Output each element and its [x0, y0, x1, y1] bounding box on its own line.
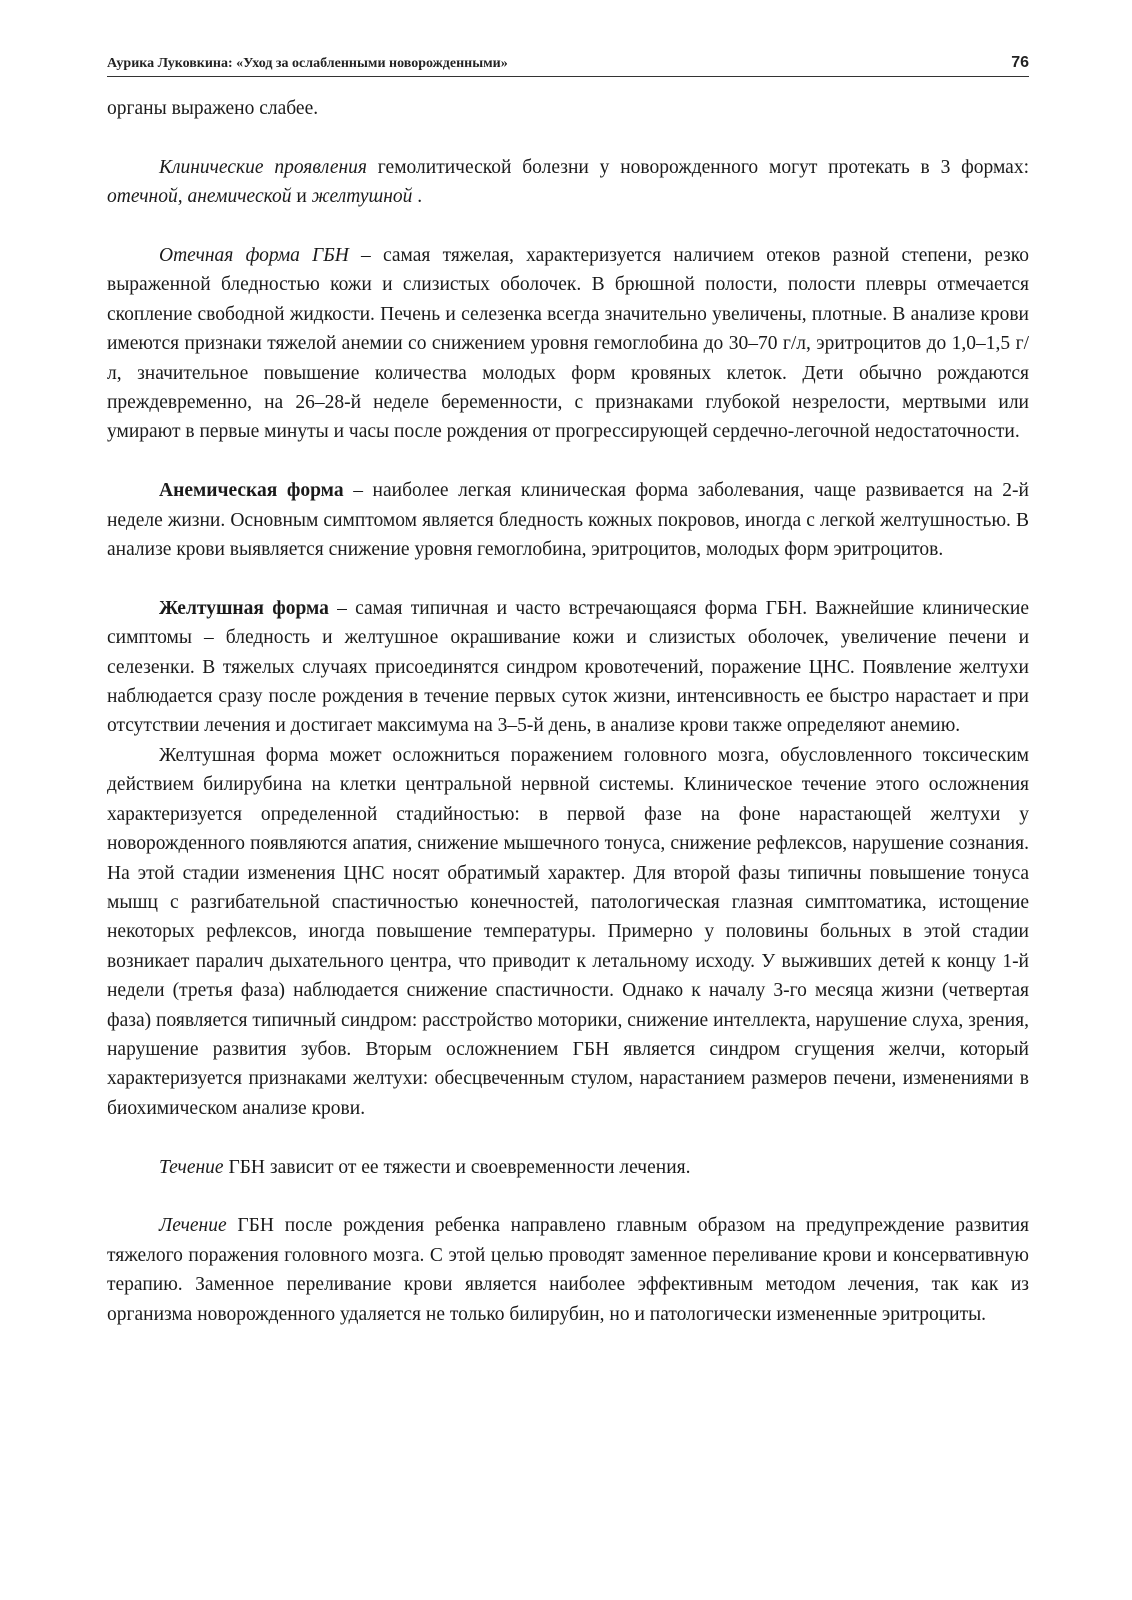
paragraph-text: ГБН после рождения ребенка направлено главным образом на предупреждение развития тяжелого поражения головного мозга. С этой целью проводят заменное переливание крови и консервативную терапию. Заменное переливание крови является наиболее эффективным методом лечения, так как из организма новорожденного удаляется не только билирубин, но и патологически измененные эритроциты.: [107, 1215, 1029, 1325]
page-body: [107, 94, 1029, 1329]
italic-term: желтушной: [311, 186, 413, 208]
paragraph-icteric-form: [107, 594, 1029, 741]
paragraph-text: .: [412, 186, 423, 208]
paragraph-text: – наиболее легкая клиническая форма заболевания, чаще развивается на 2-й неделе жизни. Основным симптомом является бледность кожных покровов, иногда с легкой желтушностью. В анализе крови выявляется снижение уровня гемоглобина, эритроцитов, молодых форм эритроцитов.: [107, 480, 1029, 561]
paragraph-treatment: [107, 1211, 1029, 1329]
paragraph-course: [107, 1153, 1029, 1182]
paragraph-text: – самая типичная и часто встречающаяся форма ГБН. Важнейшие клинические симптомы – бледность и желтушное окрашивание кожи и слизистых оболочек, увеличение печени и селезенки. В тяжелых случаях присоединятся синдром кровотечений, поражение ЦНС. Появление желтухи наблюдается сразу после рождения в течение первых суток жизни, интенсивность ее быстро нарастает и при отсутствии лечения и достигает максимума на 3–5-й день, в анализе крови также определяют анемию.: [107, 597, 1029, 737]
page-number: 76: [1011, 54, 1029, 71]
italic-term: Лечение: [159, 1215, 227, 1237]
italic-term: отечной, анемической: [107, 186, 292, 208]
paragraph-continuation: [107, 94, 1029, 123]
paragraph-text: Желтушная форма может осложниться поражением головного мозга, обусловленного токсическим действием билирубина на клетки центральной нервной системы. Клиническое течение этого осложнения характеризуется определенной стадийностью: в первой фазе на фоне нарастающей желтухи у новорожденного появляются апатия, снижение мышечного тонуса, снижение рефлексов, нарушение сознания. На этой стадии изменения ЦНС носят обратимый характер. Для второй фазы типичны повышение тонуса мышц с разгибательной спастичностью конечностей, патологическая глазная симптоматика, истощение некоторых рефлексов, иногда повышение температуры. Примерно у половины больных в этой стадии возникает паралич дыхательного центра, что приводит к летальному исходу. У выживших детей к концу 1-й недели (третья фаза) наблюдается снижение спастичности. Однако к началу 3-го месяца жизни (четвертая фаза) появляется типичный синдром: расстройство моторики, снижение интеллекта, нарушение слуха, зрения, нарушение развития зубов. Вторым осложнением ГБН является синдром сгущения желчи, который характеризуется признаками желтухи: обесцвеченным стулом, нарастанием размеров печени, изменениями в биохимическом анализе крови.: [107, 744, 1029, 1119]
paragraph-clinical-manifestations: [107, 153, 1029, 212]
italic-term: Течение: [159, 1156, 224, 1178]
bold-term: Анемическая форма: [159, 480, 344, 502]
bold-term: Желтушная форма: [159, 597, 329, 619]
italic-term: Клинические проявления: [159, 156, 367, 178]
paragraph-text: ГБН зависит от ее тяжести и своевременности лечения.: [223, 1156, 691, 1178]
header-title: Аурика Луковкина: «Уход за ослабленными новорожденными»: [107, 56, 508, 71]
paragraph-text: гемолитической болезни у новорожденного могут протекать в 3 формах:: [366, 156, 1029, 178]
page-header: [107, 50, 1029, 77]
paragraph-complications: [107, 741, 1029, 1123]
paragraph-edematous-form: [107, 241, 1029, 447]
paragraph-text: – самая тяжелая, характеризуется наличием отеков разной степени, резко выраженной бледностью кожи и слизистых оболочек. В брюшной полости, полости плевры отмечается скопление свободной жидкости. Печень и селезенка всегда значительно увеличены, плотные. В анализе крови имеются признаки тяжелой анемии со снижением уровня гемоглобина до 30–70 г/л, эритроцитов до 1,0–1,5 г/л, значительное повышение количества молодых форм кровяных клеток. Дети обычно рождаются преждевременно, на 26–28-й неделе беременности, с признаками глубокой незрелости, мертвыми или умирают в первые минуты и часы после рождения от прогрессирующей сердечно-легочной недостаточности.: [107, 245, 1029, 443]
paragraph-text: органы выражено слабее.: [107, 98, 319, 119]
paragraph-text: и: [291, 186, 312, 208]
paragraph-anemic-form: [107, 476, 1029, 564]
italic-term: Отечная форма ГБН: [159, 245, 349, 266]
